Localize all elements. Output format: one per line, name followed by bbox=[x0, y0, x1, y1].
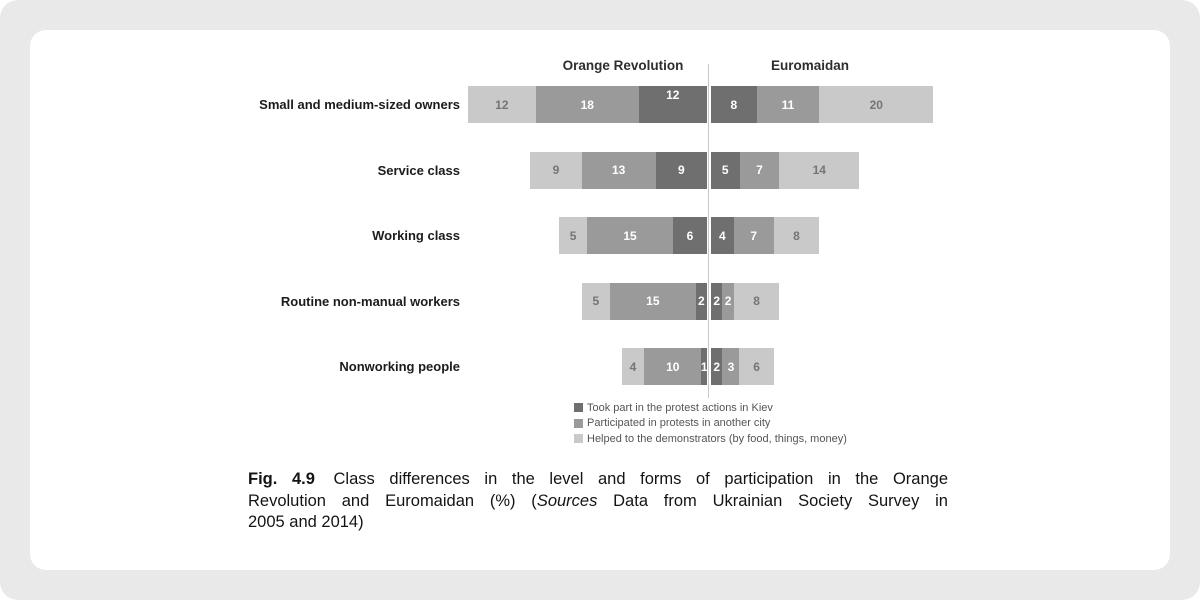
bar-segment-light bbox=[819, 86, 933, 123]
bar-group-orange-revolution bbox=[530, 152, 707, 189]
chart-legend bbox=[574, 401, 847, 445]
bar-segment-medium bbox=[734, 217, 774, 254]
bar-value-label: 2 bbox=[713, 294, 721, 308]
legend-label: Took part in the protest actions in Kiev bbox=[587, 401, 773, 414]
bar-segment-light bbox=[734, 283, 780, 320]
legend-swatch-icon bbox=[574, 434, 583, 443]
bar-segment-light bbox=[779, 152, 859, 189]
bar-segment-dark bbox=[711, 152, 740, 189]
legend-swatch-icon bbox=[574, 403, 583, 412]
bar-value-label: 2 bbox=[697, 294, 705, 308]
bar-group-orange-revolution bbox=[582, 283, 707, 320]
bar-segment-medium bbox=[644, 348, 701, 385]
caption-text: 2005 and 2014) bbox=[248, 513, 364, 531]
bar-segment-dark bbox=[639, 86, 707, 123]
bar-value-label: 8 bbox=[793, 228, 800, 243]
bar-group-euromaidan bbox=[711, 217, 819, 254]
bar-value-label: 12 bbox=[495, 97, 509, 112]
caption-text: Data from Ukrainian Society Survey in bbox=[597, 491, 948, 510]
caption-line bbox=[248, 512, 948, 534]
category-label: Service class bbox=[377, 162, 460, 178]
bar-value-label: 1 bbox=[700, 359, 708, 374]
bar-value-label: 6 bbox=[686, 228, 694, 243]
legend-item bbox=[574, 401, 847, 414]
bar-value-label: 5 bbox=[569, 228, 577, 243]
legend-item bbox=[574, 417, 847, 430]
figure-number: Fig. 4.9 bbox=[248, 470, 315, 488]
bar-value-label: 15 bbox=[646, 294, 660, 308]
legend-label: Participated in protests in another city bbox=[587, 417, 771, 429]
bar-segment-medium bbox=[722, 348, 739, 385]
caption-text: Class differences in the level and forms of participation in the Orange bbox=[333, 470, 948, 488]
caption-text: Revolution and Euromaidan (%) ( bbox=[248, 491, 537, 510]
bar-value-label: 3 bbox=[727, 359, 735, 374]
category-label: Small and medium-sized owners bbox=[259, 97, 460, 112]
bar-segment-medium bbox=[582, 152, 656, 189]
bar-value-label: 9 bbox=[552, 163, 560, 177]
bar-segment-dark bbox=[701, 348, 707, 385]
bar-segment-medium bbox=[587, 217, 673, 254]
bar-value-label: 5 bbox=[592, 294, 600, 308]
bar-group-orange-revolution bbox=[622, 348, 707, 385]
bar-segment-dark bbox=[711, 348, 722, 385]
category-label: Nonworking people bbox=[339, 359, 460, 374]
legend-label: Helped to the demonstrators (by food, things, money) bbox=[587, 432, 847, 445]
column-header-euromaidan: Euromaidan bbox=[770, 58, 849, 73]
bar-segment-dark bbox=[711, 217, 734, 254]
bar-segment-dark bbox=[711, 86, 757, 123]
bar-value-label: 7 bbox=[750, 228, 758, 243]
bar-segment-light bbox=[582, 283, 611, 320]
bar-segment-dark bbox=[696, 283, 707, 320]
bar-group-euromaidan bbox=[711, 86, 933, 123]
caption-line bbox=[248, 491, 948, 513]
category-label: Routine non-manual workers bbox=[280, 293, 460, 309]
bar-segment-light bbox=[468, 86, 536, 123]
bar-segment-dark bbox=[711, 283, 722, 320]
chart-center-axis-line bbox=[708, 64, 710, 398]
bar-value-label: 7 bbox=[756, 163, 763, 177]
bar-value-label: 18 bbox=[580, 97, 594, 112]
bar-value-label: 10 bbox=[666, 359, 680, 374]
bar-segment-light bbox=[739, 348, 773, 385]
figure-caption bbox=[248, 469, 948, 534]
bar-segment-light bbox=[559, 217, 588, 254]
bar-group-orange-revolution bbox=[468, 86, 707, 123]
bar-value-label: 6 bbox=[753, 359, 760, 374]
category-label: Working class bbox=[372, 228, 460, 243]
bar-segment-light bbox=[622, 348, 645, 385]
bar-value-label: 9 bbox=[678, 163, 685, 177]
bar-value-label: 13 bbox=[611, 163, 626, 177]
bar-value-label: 4 bbox=[719, 228, 726, 243]
legend-item bbox=[574, 432, 847, 445]
bar-segment-medium bbox=[757, 86, 820, 123]
bar-value-label: 2 bbox=[713, 359, 721, 374]
bar-group-euromaidan bbox=[711, 348, 774, 385]
column-header-orange-revolution: Orange Revolution bbox=[562, 58, 684, 73]
caption-sources-word: Sources bbox=[536, 491, 598, 510]
legend-swatch-icon bbox=[574, 419, 583, 428]
bar-segment-medium bbox=[536, 86, 639, 123]
bar-value-label: 11 bbox=[781, 97, 795, 112]
bar-value-label: 4 bbox=[629, 359, 637, 374]
bar-value-label: 15 bbox=[623, 228, 637, 243]
bar-value-label: 2 bbox=[724, 294, 732, 308]
bar-segment-light bbox=[774, 217, 820, 254]
bar-group-euromaidan bbox=[711, 152, 859, 189]
bar-segment-medium bbox=[740, 152, 780, 189]
bar-group-euromaidan bbox=[711, 283, 779, 320]
bar-value-label: 20 bbox=[869, 97, 883, 112]
bar-value-label: 14 bbox=[812, 163, 826, 177]
bar-segment-medium bbox=[722, 283, 733, 320]
bar-value-label: 8 bbox=[730, 97, 738, 112]
caption-line bbox=[248, 469, 948, 491]
bar-value-label: 12 bbox=[666, 88, 680, 102]
bar-segment-dark bbox=[656, 152, 707, 189]
bar-value-label: 8 bbox=[753, 294, 760, 308]
bar-group-orange-revolution bbox=[559, 217, 707, 254]
bar-segment-dark bbox=[673, 217, 707, 254]
bar-value-label: 5 bbox=[721, 163, 729, 177]
bar-segment-light bbox=[530, 152, 581, 189]
bar-segment-medium bbox=[610, 283, 696, 320]
